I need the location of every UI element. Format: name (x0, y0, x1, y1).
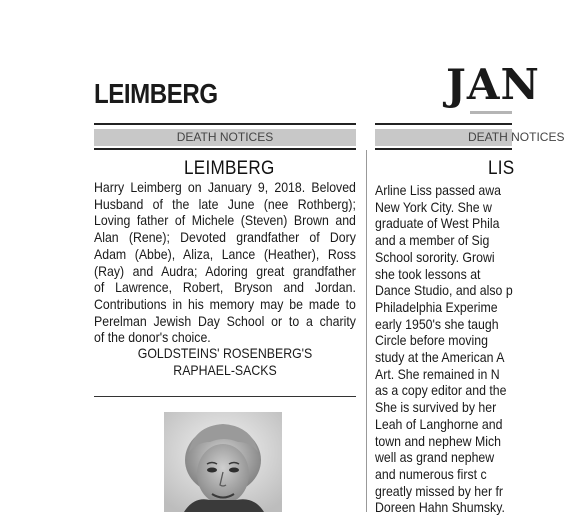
obituary-line: She is survived by her (375, 399, 497, 416)
obituary-line: well as grand nephew (375, 449, 495, 466)
obituary-line: and a member of Sig (375, 232, 490, 249)
obituary-line: study at the American A (375, 349, 505, 366)
obituary-line: as a copy editor and the (375, 382, 507, 399)
obituary-line: Arline Liss passed awa (375, 182, 502, 198)
portrait-photo (164, 412, 282, 512)
obituary-line: greatly missed by her fr (375, 482, 504, 499)
section-rule-right (375, 148, 512, 150)
masthead-title: JAN (446, 60, 540, 109)
obituary-line: Adam (Abbe), Aliza, Lance (Heather), Ross (94, 245, 356, 262)
obituary-line: town and nephew Mich (375, 432, 502, 449)
obituary-line: Dance Studio, and also p (375, 282, 513, 299)
obituary-name-right: LIS (488, 158, 515, 179)
funeral-home-line: GOLDSTEINS' ROSENBERG'S (137, 345, 313, 361)
obituary-line: Art. She remained in N (375, 365, 500, 382)
obituary-line: Circle before moving (375, 332, 488, 349)
obituary-line: graduate of West Phila (375, 215, 500, 232)
obituary-line: of the donor's choice. (94, 329, 211, 346)
section-label-left: DEATH NOTICES (94, 129, 356, 146)
obituary-line: early 1950's she taugh (375, 315, 499, 332)
obituary-line: Leah of Langhorne and (375, 415, 503, 432)
obituary-line: Loving father of Michele (Steven) Brown and (94, 212, 356, 229)
obituary-line: School sorority. Growi (375, 248, 495, 265)
obituary-line: Contributions in his memory may be made to (94, 295, 356, 312)
obituary-line: Husband of the late June (nee Rothberg); (94, 195, 356, 212)
column-divider (366, 150, 367, 512)
top-rule-right (375, 123, 512, 125)
obituary-line: Doreen Hahn Shumsky. (375, 499, 505, 516)
obituary-line: Philadelphia Experime (375, 298, 498, 315)
obituary-line: and numerous first c (375, 465, 487, 482)
obituary-body-left (94, 179, 356, 346)
masthead-underline (470, 111, 512, 114)
funeral-home (94, 345, 356, 379)
bottom-rule-left (94, 396, 356, 397)
obituary-line: New York City. She w (375, 198, 492, 215)
obituary-line: Harry Leimberg on January 9, 2018. Beloved (94, 179, 356, 195)
obituary-name-left: LEIMBERG (184, 158, 275, 179)
obituary-line: of Lawrence, Robert, Bryson and Jordan. (94, 279, 356, 296)
obituary-body-right (375, 182, 525, 516)
section-rule-left (94, 148, 356, 150)
page-heading: LEIMBERG (94, 78, 218, 109)
funeral-home-line: RAPHAEL-SACKS (173, 362, 277, 378)
obituary-line: (Ray) and Audra; Adoring great grandfather (94, 262, 356, 279)
top-rule-left (94, 123, 356, 125)
section-label-right: DEATH NOTICES (375, 129, 512, 146)
obituary-line: Perelman Jewish Day School or to a charity (94, 312, 356, 329)
obituary-line: she took lessons at (375, 265, 481, 282)
obituary-line: Alan (Rene); Devoted grandfather of Dory (94, 229, 356, 246)
